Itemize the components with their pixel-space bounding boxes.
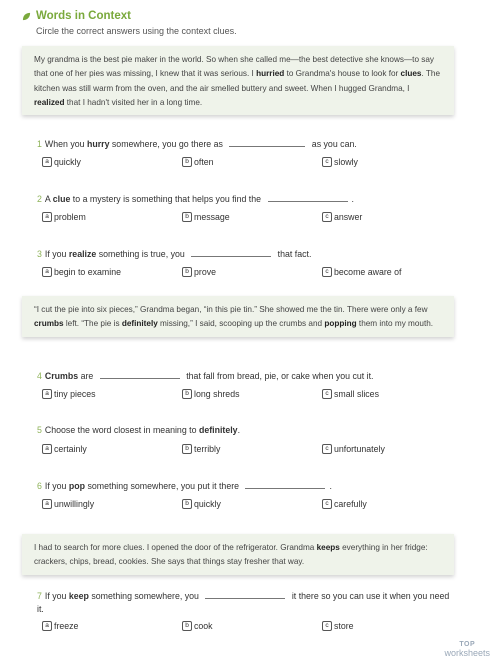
- passage-1: My grandma is the best pie maker in the world. So when she called me—the best detective she knows—to say that one of her pies was missing, I knew that it was serious. I hurried to Grandma's house to look for clues. The kitchen was still warm from the oven, and the air smelled buttery and sweet. When I hugged Grandma, I realized that I hadn't visited her in a long time.: [22, 46, 454, 115]
- vocab-word: hurry: [86, 139, 110, 149]
- vocab-word: pop: [68, 481, 85, 491]
- option-text: cook: [194, 621, 213, 631]
- option-letter-box: c: [322, 157, 332, 167]
- answer-option-c[interactable]: [322, 444, 385, 454]
- options-3: [42, 267, 462, 281]
- vocab-word: popping: [324, 319, 357, 329]
- option-text: often: [194, 157, 214, 167]
- answer-option-b[interactable]: [182, 267, 216, 277]
- leaf-icon: [22, 12, 31, 21]
- vocab-word: crumbs: [34, 319, 64, 329]
- option-letter-box: b: [182, 444, 192, 454]
- question-7: 7 If you keep something somewhere, you it there so you can use it when you need it.: [37, 591, 450, 614]
- answer-blank: [229, 137, 305, 147]
- answer-blank: [245, 479, 325, 489]
- vocab-word: Crumbs: [44, 371, 79, 381]
- option-text: prove: [194, 267, 217, 277]
- option-text: begin to examine: [54, 267, 121, 277]
- answer-option-c[interactable]: [322, 157, 358, 167]
- answer-option-c[interactable]: [322, 267, 401, 277]
- answer-option-a[interactable]: [42, 621, 78, 631]
- question-2: 2 A clue to a mystery is something that helps you find the .: [37, 194, 354, 204]
- question-4: 4 Crumbs are that fall from bread, pie, or cake when you cut it.: [37, 371, 374, 381]
- vocab-word: realize: [68, 249, 97, 259]
- passage-3: I had to search for more clues. I opened the door of the refrigerator. Grandma keeps everything in her fridge: crackers, chips, bread, cookies. She says that things stay fresher that way.: [22, 534, 454, 575]
- vocab-word: definitely: [121, 319, 158, 329]
- question-number: 5: [37, 425, 42, 435]
- answer-option-a[interactable]: [42, 212, 86, 222]
- option-text: freeze: [54, 621, 79, 631]
- vocab-word: hurried: [256, 69, 285, 79]
- page-title: Words in Context: [36, 10, 131, 22]
- answer-option-a[interactable]: [42, 499, 94, 509]
- answer-option-b[interactable]: [182, 157, 214, 167]
- question-number: 7: [37, 591, 42, 601]
- option-text: message: [194, 212, 230, 222]
- instructions: Circle the correct answers using the context clues.: [36, 26, 237, 36]
- option-text: carefully: [334, 499, 367, 509]
- option-letter-box: a: [42, 212, 52, 222]
- answer-option-a[interactable]: [42, 267, 121, 277]
- options-2: [42, 212, 462, 226]
- site-logo: [444, 640, 490, 658]
- option-text: tiny pieces: [54, 389, 96, 399]
- question-3: 3 If you realize something is true, you that fact.: [37, 249, 312, 259]
- answer-option-b[interactable]: [182, 389, 239, 399]
- answer-option-c[interactable]: [322, 499, 367, 509]
- option-letter-box: c: [322, 444, 332, 454]
- option-letter-box: a: [42, 621, 52, 631]
- vocab-word: clues: [400, 69, 422, 79]
- options-7: [42, 621, 462, 635]
- answer-option-c[interactable]: [322, 621, 354, 631]
- option-letter-box: b: [182, 389, 192, 399]
- vocab-word: clue: [52, 194, 71, 204]
- option-text: store: [334, 621, 354, 631]
- option-letter-box: c: [322, 267, 332, 277]
- logo-name: worksheets: [444, 648, 490, 658]
- question-number: 6: [37, 481, 42, 491]
- answer-blank: [191, 247, 271, 257]
- answer-blank: [100, 369, 180, 379]
- answer-option-a[interactable]: [42, 389, 96, 399]
- answer-blank: [205, 589, 285, 599]
- option-letter-box: a: [42, 389, 52, 399]
- answer-option-b[interactable]: [182, 444, 220, 454]
- option-text: quickly: [194, 499, 221, 509]
- answer-option-a[interactable]: [42, 444, 87, 454]
- option-text: quickly: [54, 157, 81, 167]
- answer-blank: [268, 192, 348, 202]
- options-6: [42, 499, 462, 513]
- answer-option-a[interactable]: [42, 157, 81, 167]
- option-letter-box: a: [42, 157, 52, 167]
- vocab-word: realized: [34, 97, 65, 107]
- question-1: 1 When you hurry somewhere, you go there as as you can.: [37, 139, 357, 149]
- option-text: long shreds: [194, 389, 240, 399]
- option-letter-box: b: [182, 212, 192, 222]
- question-number: 3: [37, 249, 42, 259]
- option-letter-box: b: [182, 157, 192, 167]
- answer-option-b[interactable]: [182, 212, 230, 222]
- vocab-word: keep: [68, 591, 89, 601]
- option-letter-box: b: [182, 499, 192, 509]
- option-letter-box: a: [42, 444, 52, 454]
- answer-option-c[interactable]: [322, 212, 362, 222]
- option-text: unwillingly: [54, 499, 95, 509]
- options-1: [42, 157, 462, 171]
- option-text: become aware of: [334, 267, 402, 277]
- option-text: terribly: [194, 444, 221, 454]
- option-letter-box: c: [322, 621, 332, 631]
- answer-option-c[interactable]: [322, 389, 379, 399]
- option-text: unfortunately: [334, 444, 385, 454]
- logo-top: TOP: [459, 641, 476, 648]
- options-5: [42, 444, 462, 458]
- option-letter-box: b: [182, 621, 192, 631]
- option-text: answer: [334, 212, 363, 222]
- vocab-word: keeps: [316, 543, 340, 552]
- question-number: 4: [37, 371, 42, 381]
- option-text: problem: [54, 212, 86, 222]
- option-letter-box: c: [322, 499, 332, 509]
- answer-option-b[interactable]: [182, 499, 221, 509]
- option-letter-box: a: [42, 267, 52, 277]
- question-5: 5 Choose the word closest in meaning to definitely.: [37, 425, 241, 435]
- option-letter-box: b: [182, 267, 192, 277]
- options-4: [42, 389, 462, 403]
- option-letter-box: c: [322, 212, 332, 222]
- answer-option-b[interactable]: [182, 621, 213, 631]
- question-number: 2: [37, 194, 42, 204]
- option-letter-box: a: [42, 499, 52, 509]
- option-text: slowly: [334, 157, 358, 167]
- option-letter-box: c: [322, 389, 332, 399]
- passage-2: “I cut the pie into six pieces,” Grandma began, “in this pie tin.” She showed me the tin. There were only a few crumbs left. “The pie is definitely missing,” I said, scooping up the crumbs and popping them into my mouth.: [22, 296, 454, 337]
- vocab-word: definitely: [198, 425, 238, 435]
- option-text: small slices: [334, 389, 379, 399]
- question-number: 1: [37, 139, 42, 149]
- header: [22, 10, 237, 36]
- option-text: certainly: [54, 444, 87, 454]
- question-6: 6 If you pop something somewhere, you put it there .: [37, 481, 332, 491]
- title-row: [22, 10, 237, 22]
